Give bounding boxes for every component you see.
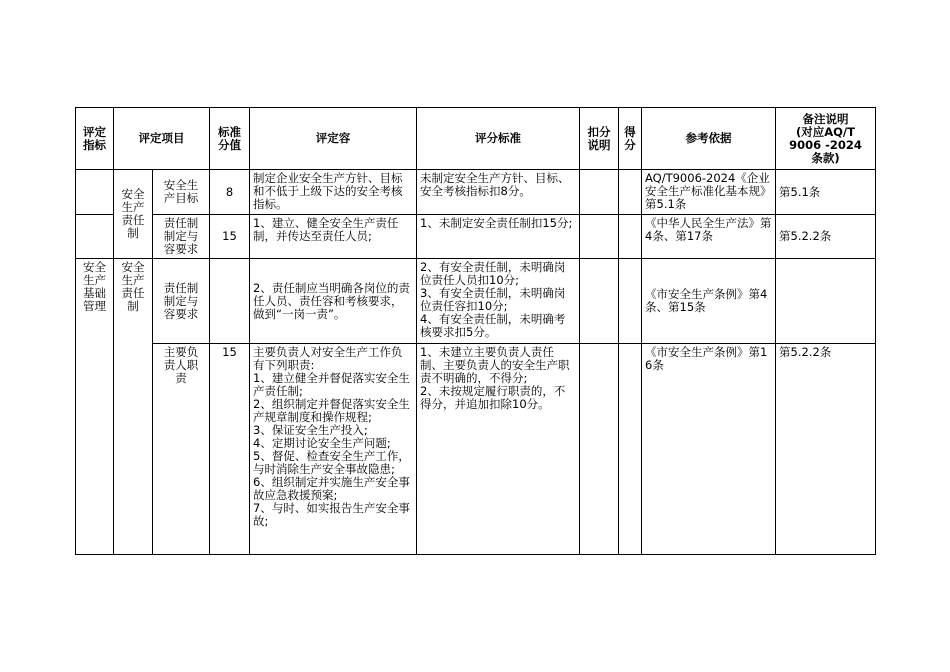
evaluation-table <box>75 107 876 555</box>
table-header-row <box>76 108 876 170</box>
points-cell <box>619 344 642 555</box>
basis-cell: 《市安全生产条例》第16条 <box>642 344 776 555</box>
remark-cell: 第5.2.2条 <box>776 215 876 259</box>
header-deduction: 扣分 说明 <box>580 108 619 170</box>
header-basis: 参考依据 <box>642 108 776 170</box>
basis-cell: AQ/T9006-2024《企业安全生产标准化基本规》第5.1条 <box>642 170 776 215</box>
points-cell <box>619 259 642 344</box>
remark-cell: 第5.1条 <box>776 170 876 215</box>
deduction-cell <box>580 344 619 555</box>
deduction-cell <box>580 215 619 259</box>
basis-cell: 《中华人民全生产法》第4条、第17条 <box>642 215 776 259</box>
header-indicator: 评定 指标 <box>76 108 114 170</box>
points-cell <box>619 215 642 259</box>
header-item: 评定项目 <box>114 108 210 170</box>
indicator-cell: 安全 生产 基础 管理 <box>76 259 114 555</box>
score-cell: 15 <box>210 344 250 555</box>
score-cell: 8 <box>210 170 250 215</box>
remark-cell: 第5.2.2条 <box>776 344 876 555</box>
header-criteria: 评分标准 <box>417 108 580 170</box>
group-cell: 安全 生产 责任 制 <box>114 259 153 555</box>
item-cell: 主要负 责人职 责 <box>153 344 210 555</box>
remark-cell <box>776 259 876 344</box>
header-points: 得 分 <box>619 108 642 170</box>
header-remark: 备注说明 (对应AQ/T 9006 -2024 条款) <box>776 108 876 170</box>
content-cell: 2、责任制应当明确各岗位的责任人员、责任容和考核要求，做到“一岗一责”。 <box>250 259 417 344</box>
table-row <box>76 170 876 215</box>
item-cell: 责任制 制定与 容要求 <box>153 215 210 259</box>
content-cell: 制定企业安全生产方针、目标和不低于上级下达的安全考核指标。 <box>250 170 417 215</box>
deduction-cell <box>580 259 619 344</box>
points-cell <box>619 170 642 215</box>
table-row <box>76 215 876 259</box>
indicator-cell-empty <box>76 215 114 259</box>
basis-cell: 《市安全生产条例》第4条、第15条 <box>642 259 776 344</box>
criteria-cell: 2、有安全责任制，未明确岗位责任人员扣10分; 3、有安全责任制，未明确岗位责任容扣10分; 4、有安全责任制，未明确考核要求扣5分。 <box>417 259 580 344</box>
criteria-cell: 未制定安全生产方针、目标、安全考核指标扣8分。 <box>417 170 580 215</box>
content-cell: 1、建立、健全安全生产责任制，并传达至责任人员; <box>250 215 417 259</box>
header-score: 标准 分值 <box>210 108 250 170</box>
score-cell: 15 <box>210 215 250 259</box>
header-content: 评定容 <box>250 108 417 170</box>
table-row <box>76 344 876 555</box>
group-cell: 安全 生产 责任 制 <box>114 170 153 259</box>
criteria-cell: 1、未制定安全责任制扣15分; <box>417 215 580 259</box>
content-cell: 主要负责人对安全生产工作负有下列职责: 1、建立健全并督促落实安全生产责任制; 2、组织制定并督促落实安全生产规章制度和操作规程; 3、保证安全生产投入; 4、定期讨论安全生产问题; 5、督促、检查安全生产工作，与时消除生产安全事故隐患; 6、组织制定并实施生产安全事故应急救援预案; 7、与时、如实报告生产安全事故; <box>250 344 417 555</box>
table-row <box>76 259 876 344</box>
score-cell <box>210 259 250 344</box>
item-cell: 责任制 制定与 容要求 <box>153 259 210 344</box>
indicator-cell-empty <box>76 170 114 215</box>
item-cell: 安全生 产目标 <box>153 170 210 215</box>
deduction-cell <box>580 170 619 215</box>
criteria-cell: 1、未建立主要负责人责任制、主要负责人的安全生产职责不明确的，不得分; 2、未按规定履行职责的，不得分，并追加扣除10分。 <box>417 344 580 555</box>
